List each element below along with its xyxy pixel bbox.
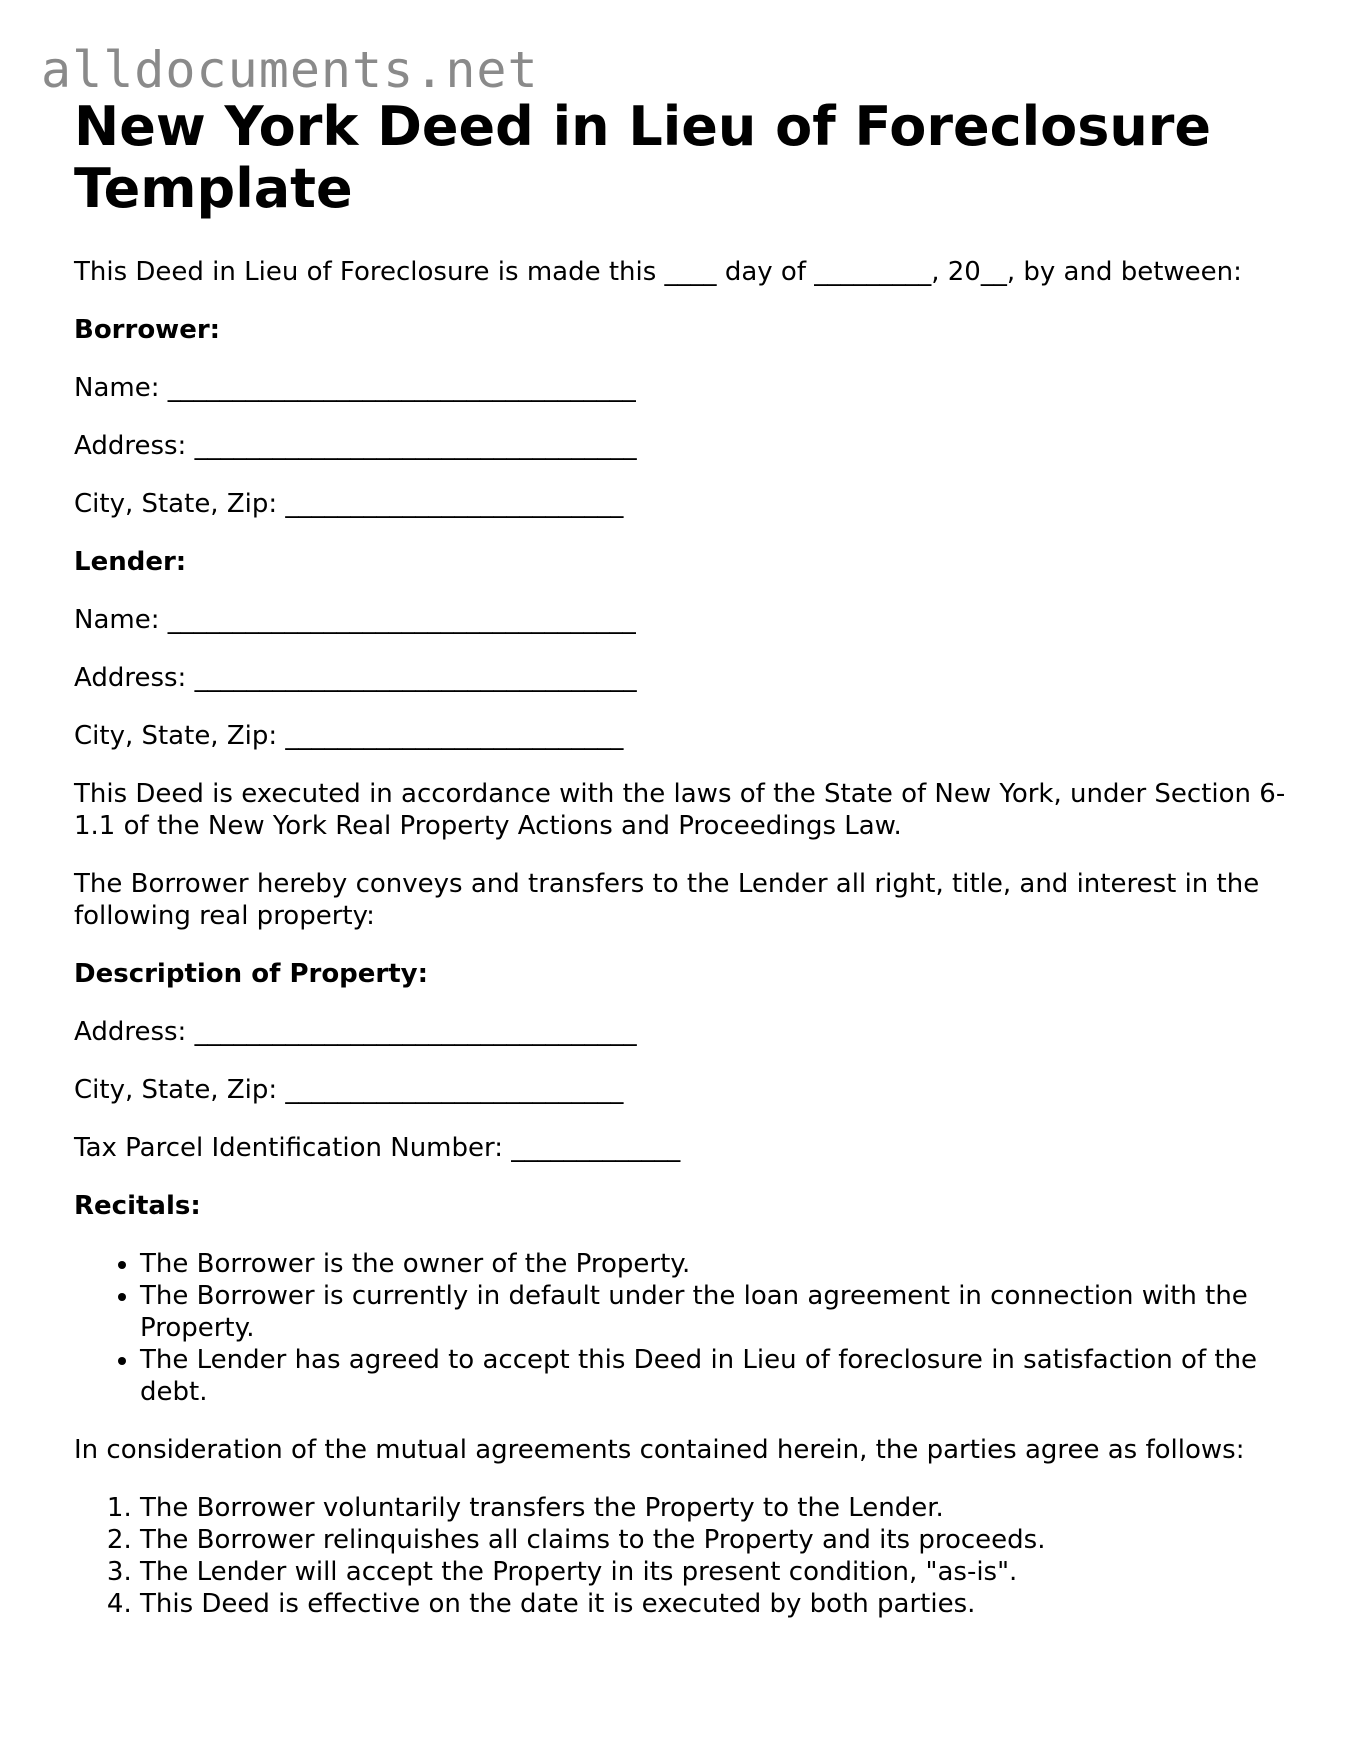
list-item: • The Lender has agreed to accept this Deed in Lieu of foreclosure in satisfaction of the debt.	[140, 1344, 1286, 1408]
property-city-field: City, State, Zip: __________________________	[74, 1075, 624, 1105]
property-heading: Description of Property:	[74, 959, 429, 989]
conveyance-paragraph: The Borrower hereby conveys and transfers to the Lender all right, title, and interest in the following real property:	[74, 869, 1260, 931]
list-item: 4. This Deed is effective on the date it is executed by both parties.	[140, 1588, 1286, 1620]
lender-address-field: Address: __________________________________	[74, 663, 637, 693]
consideration-paragraph: In consideration of the mutual agreements contained herein, the parties agree as follows:	[74, 1435, 1245, 1465]
terms-list	[74, 1492, 1286, 1620]
lender-heading: Lender:	[74, 547, 187, 577]
watermark: alldocuments.net	[41, 41, 539, 99]
list-item: 3. The Lender will accept the Property in its present condition, "as-is".	[140, 1556, 1286, 1588]
borrower-heading: Borrower:	[74, 315, 221, 345]
lender-name-field: Name: ____________________________________	[74, 605, 636, 635]
borrower-address-field: Address: __________________________________	[74, 431, 637, 461]
intro-paragraph: This Deed in Lieu of Foreclosure is made this ____ day of _________, 20__, by and between:	[74, 257, 1242, 287]
lender-city-field: City, State, Zip: __________________________	[74, 721, 624, 751]
borrower-city-field: City, State, Zip: __________________________	[74, 489, 624, 519]
property-address-field: Address: __________________________________	[74, 1017, 637, 1047]
tax-parcel-field: Tax Parcel Identification Number: _____________	[74, 1133, 681, 1163]
list-item: • The Borrower is currently in default under the loan agreement in connection with the Property.	[140, 1280, 1286, 1344]
document-page	[74, 96, 1286, 1620]
recitals-heading: Recitals:	[74, 1191, 201, 1221]
list-item: 2. The Borrower relinquishes all claims to the Property and its proceeds.	[140, 1524, 1286, 1556]
recitals-list	[74, 1248, 1286, 1408]
document-title: New York Deed in Lieu of Foreclosure Template	[74, 95, 1212, 220]
list-item: • The Borrower is the owner of the Property.	[140, 1248, 1286, 1280]
law-paragraph: This Deed is executed in accordance with the laws of the State of New York, under Section 6-1.1 of the New York Real Property Actions and Proceedings Law.	[74, 779, 1286, 841]
list-item: 1. The Borrower voluntarily transfers the Property to the Lender.	[140, 1492, 1286, 1524]
borrower-name-field: Name: ____________________________________	[74, 373, 636, 403]
